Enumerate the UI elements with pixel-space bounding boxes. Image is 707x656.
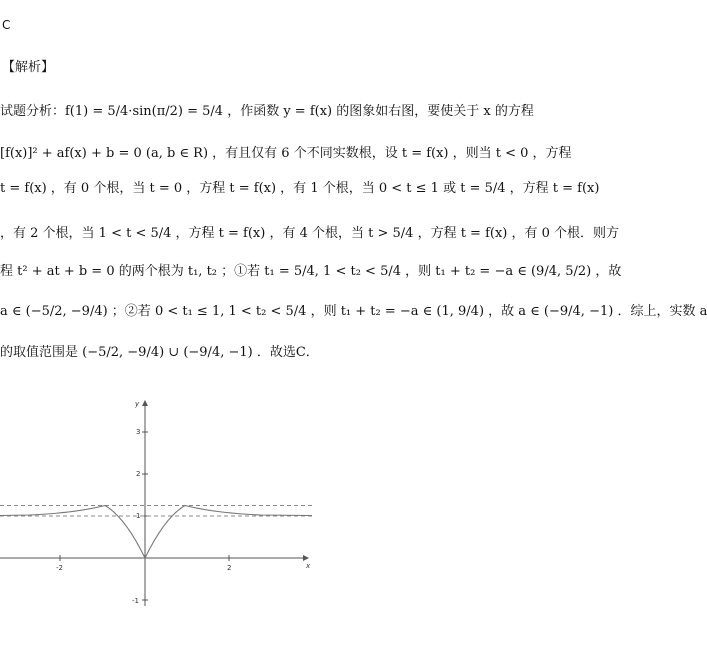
solution-line-5: 程 t² + at + b = 0 的两个根为 t₁, t₂ ；①若 t₁ = 5/4, 1 < t₂ < 5/4 ，则 t₁ + t₂ = −a ∈ (9/4, 5/2) ，故 xyxy=(0,264,622,279)
solution-line-4: ，有 2 个根，当 1 < t < 5/4 ，方程 t = f(x) ，有 4 个根，当 t > 5/4 ，方程 t = f(x) ，有 0 个根．则方 xyxy=(0,226,620,241)
x-axis-arrow xyxy=(303,555,309,561)
answer-letter: C xyxy=(2,18,11,32)
x-tick-label-neg2: -2 xyxy=(56,564,63,572)
y-axis-label: y xyxy=(135,400,140,408)
solution-line-6: a ∈ (−5/2, −9/4) ；②若 0 < t₁ ≤ 1, 1 < t₂ < 5/4 ，则 t₁ + t₂ = −a ∈ (1, 9/4) ，故 a ∈ (−9/4, −1) ．综上，实数 a xyxy=(0,304,707,319)
solution-line-7: 的取值范围是 (−5/2, −9/4) ∪ (−9/4, −1) ．故选C． xyxy=(0,345,319,360)
solution-line-3: t = f(x) ，有 0 个根，当 t = 0 ，方程 t = f(x) ，有 1 个根，当 0 < t ≤ 1 或 t = 5/4 ，方程 t = f(x) xyxy=(0,181,600,196)
y-tick-label-1: 1 xyxy=(136,512,141,520)
x-axis-label: x xyxy=(306,562,311,570)
y-axis-arrow xyxy=(142,400,148,406)
y-tick-label-2: 2 xyxy=(136,470,141,478)
section-title: 【解析】 xyxy=(2,60,55,75)
function-graph xyxy=(0,392,320,617)
solution-line-1: 试题分析：f(1) = 5/4·sin(π/2) = 5/4 ，作函数 y = f(x) 的图象如右图，要使关于 x 的方程 xyxy=(0,104,534,119)
x-tick-label-2: 2 xyxy=(227,564,232,572)
y-tick-label-neg1: -1 xyxy=(132,597,139,605)
y-tick-label-3: 3 xyxy=(136,428,141,436)
solution-line-2: [f(x)]² + af(x) + b = 0 (a, b ∈ R) ，有且仅有 6 个不同实数根，设 t = f(x) ，则当 t < 0 ，方程 xyxy=(0,146,572,161)
function-curve xyxy=(0,506,312,559)
